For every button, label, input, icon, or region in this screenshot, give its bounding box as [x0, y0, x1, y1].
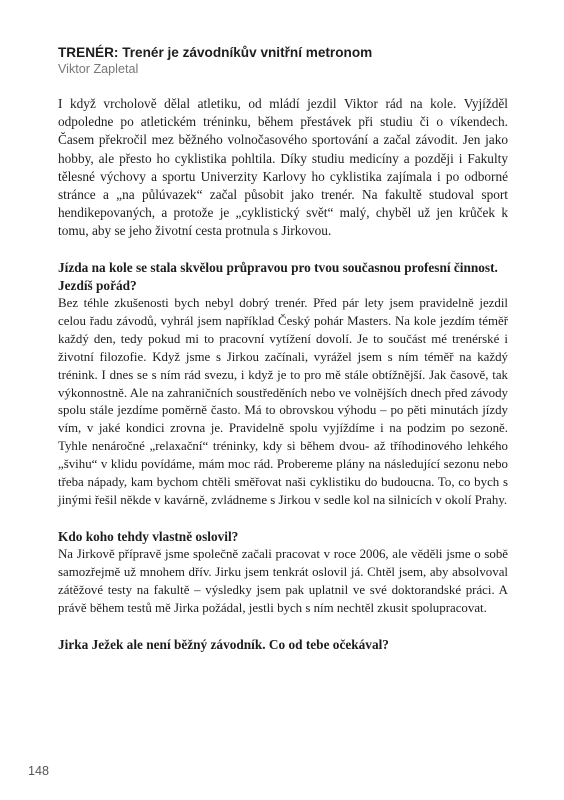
interview-question: Jízda na kole se stala skvělou průpravou pro tvou současnou profesní činnost. Jezdíš pořád?: [58, 259, 498, 293]
interview-question: Jirka Ježek ale není běžný závodník. Co od tebe očekával?: [58, 636, 389, 652]
interview-question: Kdo koho tehdy vlastně oslovil?: [58, 528, 239, 544]
article: [58, 44, 508, 654]
article-title: TRENÉR: Trenér je závodníkův vnitřní metronom: [58, 45, 373, 60]
interview-answer: Bez téhle zkušenosti bych nebyl dobrý trenér. Před pár lety jsem pravidelně jezdil celou řadu závodů, vyhrál jsem například Český pohár Masters. Na kole jezdím téměř každý den, tedy pokud mi to pracovní vytížení dovolí. Je to součást mé trenérské i životní filozofie. Když jsme s Jirkou začínali, vyrážel jsem s ním téměř na každý trénink. I dnes se s ním rád svezu, i když je to pro mě stále obtížnější. Jak časově, tak výkonnostně. Ale na zahraničních soustředěních nebo ve volnějších dnech před závody spolu stále jezdíme poměrně často. Má to obrovskou výhodu – po pěti minutách jízdy vím, v jaké kondici zrovna je. Pravidelně spolu vyjíždíme i na podzim po sezoně. Tyhle nenáročné „relaxační“ tréninky, kdy si během dvou- až tříhodinového lehkého „švihu“ v klidu povídáme, mám moc rád. Probereme plány na následující sezonu nebo třeba nápady, kam bychom chtěli směřovat naši cyklistiku do budoucna. To, co bych s jinými řešil někde v kavárně, zvládneme s Jirkou v sedle kol na silnicích v okolí Prahy.: [58, 296, 508, 507]
article-author: Viktor Zapletal: [58, 62, 139, 76]
intro-paragraph: I když vrcholově dělal atletiku, od mládí jezdil Viktor rád na kole. Vyjížděl odpoledne po atletickém tréninku, během přestávek při studiu či o víkendech. Časem překročil mez běžného volnočasového sportování a začal závodit. Jen jako hobby, ale přesto ho cyklistika pohltila. Díky studiu medicíny a později i Fakulty tělesné výchovy a sportu Univerzity Karlovy ho cyklistika zajímala i po odborné stránce a „na půlúvazek“ začal působit jako trenér. Na fakultě studoval sport hendikepovaných, a protože je „cyklistický svět“ malý, chyběl už jen krůček k tomu, aby se jeho životní cesta protnula s Jirkovou.: [58, 96, 508, 239]
page-number: 148: [28, 764, 50, 778]
interview-answer: Na Jirkově přípravě jsme společně začali pracovat v roce 2006, ale věděli jsme o sobě samozřejmě už mnohem dřív. Jirku jsem tenkrát oslovil já. Chtěl jsem, aby absolvoval zátěžové testy na fakultě – výsledky jsem pak uplatnil ve své doktorandské práci. A právě během testů mě Jirka požádal, jestli bych s ním nechtěl zkusit spolupracovat.: [58, 547, 508, 615]
